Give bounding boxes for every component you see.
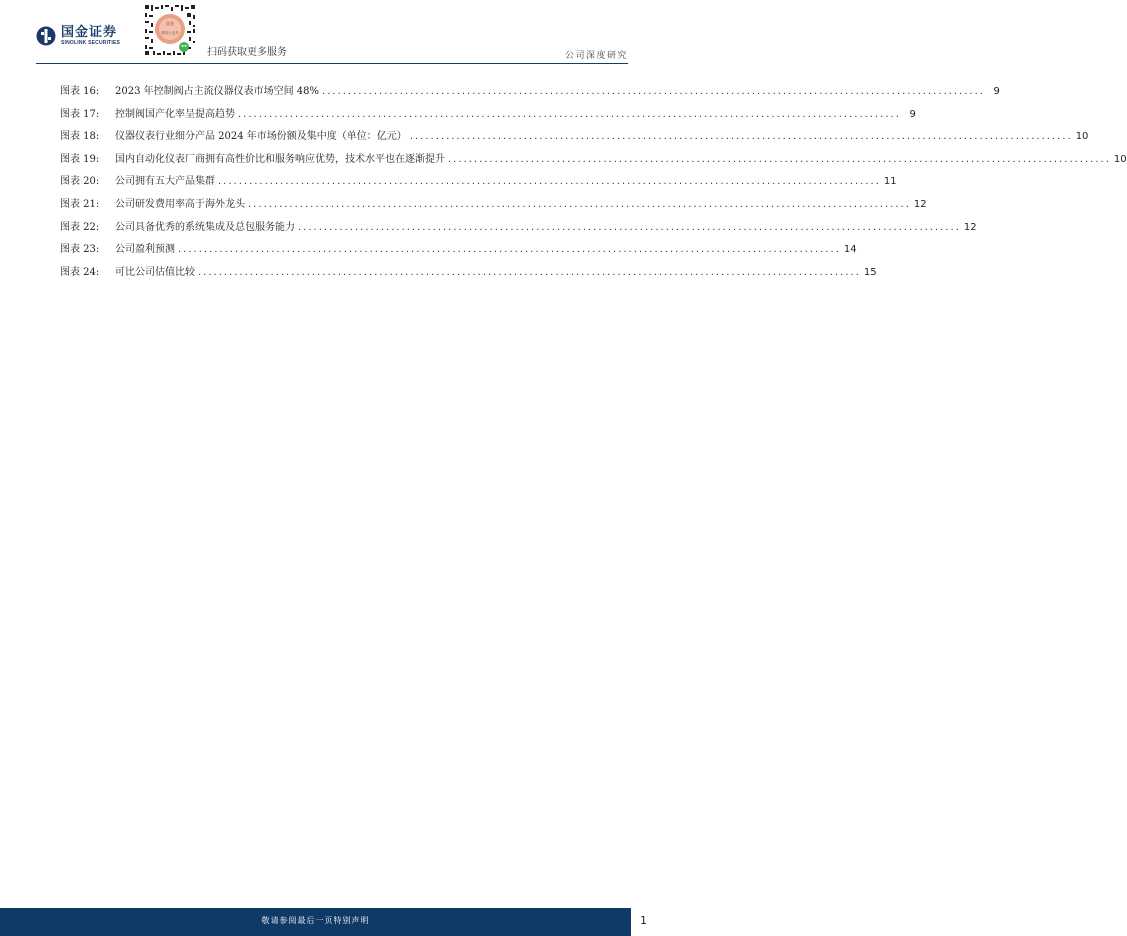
- logo-cn-text: 国金证券: [61, 25, 118, 40]
- toc-page-number: 10: [1113, 153, 1127, 165]
- toc-label: 图表 19:: [60, 153, 100, 165]
- toc-label: 图表 21:: [60, 198, 100, 210]
- toc-title: 公司盈利预测: [115, 244, 175, 256]
- qr-code-icon[interactable]: [143, 3, 197, 57]
- toc-page-number: 11: [883, 176, 897, 188]
- toc-page-number: 10: [1075, 131, 1089, 143]
- toc-entry[interactable]: [60, 218, 977, 241]
- toc-entry[interactable]: [60, 172, 897, 195]
- figure-toc-list: [60, 82, 1127, 285]
- qr-badge-text: 微信公众号: [161, 31, 179, 35]
- toc-leader-dots: ................................................................................................................................: [218, 176, 881, 188]
- toc-title: 公司拥有五大产品集群: [115, 176, 215, 188]
- toc-entry[interactable]: [60, 240, 857, 263]
- toc-label: 图表 23:: [60, 244, 100, 256]
- page-footer: [0, 908, 662, 936]
- toc-page-number: 9: [993, 86, 1000, 97]
- toc-entry[interactable]: [60, 82, 1000, 105]
- toc-entry[interactable]: [60, 195, 927, 218]
- logo-mark-icon: [36, 26, 56, 46]
- toc-title: 仪器仪表行业细分产品 2024 年市场份额及集中度（单位：亿元）: [115, 131, 407, 143]
- toc-page-number: 14: [843, 244, 857, 256]
- toc-title: 公司具备优秀的系统集成及总包服务能力: [115, 221, 295, 233]
- toc-leader-dots: ................................................................................................................................: [448, 153, 1111, 165]
- toc-leader-dots: ................................................................................................................................: [198, 266, 861, 278]
- toc-leader-dots: ................................................................................................................................: [409, 131, 1073, 143]
- page-header: [0, 0, 662, 64]
- toc-title: 2023 年控制阀占主流仪器仪表市场空间 48%: [115, 86, 320, 97]
- document-type-label: 公司深度研究: [564, 51, 628, 61]
- toc-page-number: 9: [909, 108, 916, 120]
- toc-label: 图表 17:: [60, 108, 100, 120]
- toc-leader-dots: ................................................................................................................................: [248, 198, 911, 210]
- toc-leader-dots: ................................................................................................................................: [178, 244, 841, 256]
- toc-leader-dots: ................................................................................................................................: [298, 221, 961, 233]
- toc-leader-dots: ................................................................................................................................: [322, 86, 985, 97]
- toc-title: 可比公司估值比较: [115, 266, 195, 278]
- toc-label: 图表 18:: [60, 131, 100, 143]
- toc-page-number: 12: [913, 198, 927, 210]
- toc-entry[interactable]: [60, 263, 877, 286]
- scan-for-services-text: 扫码获取更多服务: [207, 47, 287, 58]
- toc-title: 国内自动化仪表厂商拥有高性价比和服务响应优势，技术水平也在逐渐提升: [115, 153, 445, 165]
- logo-en-text: SINOLINK SECURITIES: [61, 40, 121, 46]
- toc-leader-dots: ................................................................................................................................: [238, 108, 901, 120]
- toc-label: 图表 20:: [60, 176, 100, 188]
- toc-title: 控制阀国产化率呈提高趋势: [115, 108, 235, 120]
- company-logo: [36, 26, 120, 46]
- toc-page-number: 12: [963, 221, 977, 233]
- page-number: 1: [640, 914, 647, 927]
- toc-page-number: 15: [863, 266, 877, 278]
- toc-label: 图表 22:: [60, 221, 100, 233]
- toc-title: 公司研发费用率高于海外龙头: [115, 198, 245, 210]
- header-divider: [36, 63, 628, 64]
- svg-text:国金: 国金: [166, 21, 174, 26]
- toc-label: 图表 24:: [60, 266, 100, 278]
- toc-label: 图表 16:: [60, 86, 100, 97]
- footer-disclaimer: 敬请参阅最后一页特别声明: [261, 916, 370, 925]
- toc-entry[interactable]: [60, 105, 916, 128]
- toc-entry[interactable]: [60, 127, 1089, 150]
- toc-entry[interactable]: [60, 150, 1127, 173]
